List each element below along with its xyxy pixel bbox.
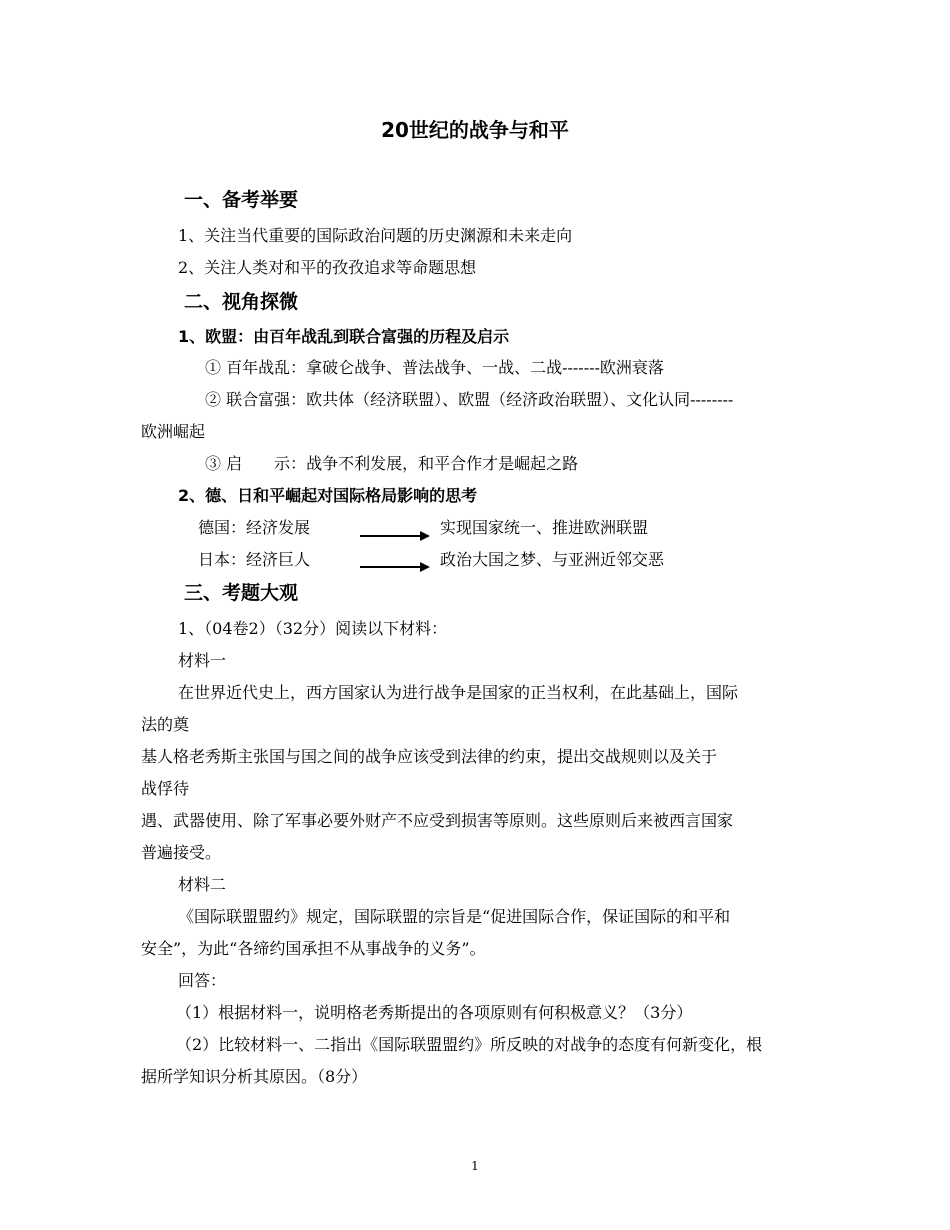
eu-item-3: ③ 启 示：战争不利发展，和平合作才是崛起之路 <box>205 454 579 473</box>
subsection-heading-germany-japan: 2、德、日和平崛起对国际格局影响的思考 <box>178 486 478 505</box>
eu-item-1: ① 百年战乱：拿破仑战争、普法战争、一战、二战-------欧洲衰落 <box>205 358 664 377</box>
section-heading-1: 一、备考举要 <box>184 189 299 211</box>
question-1-intro: 1、（04卷2）（32分）阅读以下材料： <box>178 619 448 638</box>
material-1-line: 战俘待 <box>141 779 190 798</box>
eu-item-2-line-2: 欧洲崛起 <box>141 422 206 441</box>
japan-result: 政治大国之梦、与亚洲近邻交恶 <box>440 550 665 569</box>
material-1-line: 在世界近代史上，西方国家认为进行战争是国家的正当权利，在此基础上，国际 <box>178 683 739 702</box>
material-2-line: 安全”，为此“各缔约国承担不从事战争的义务”。 <box>141 939 486 958</box>
right-arrow-icon <box>360 531 430 541</box>
section-heading-2: 二、视角探微 <box>184 291 299 313</box>
sec1-item-2: 2、关注人类对和平的孜孜追求等命题思想 <box>178 258 477 277</box>
subsection-heading-eu: 1、欧盟：由百年战乱到联合富强的历程及启示 <box>178 327 510 346</box>
material-2-line: 《国际联盟盟约》规定，国际联盟的宗旨是“促进国际合作，保证国际的和平和 <box>178 907 731 926</box>
section-heading-3: 三、考题大观 <box>184 582 299 604</box>
material-1-line: 普遍接受。 <box>141 843 222 862</box>
germany-result: 实现国家统一、推进欧洲联盟 <box>440 518 649 537</box>
material-1-line: 遇、武器使用、除了军事必要外财产不应受到损害等原则。这些原则后来被西言国家 <box>141 811 734 830</box>
sec1-item-1: 1、关注当代重要的国际政治问题的历史渊源和未来走向 <box>178 226 573 245</box>
germany-label: 德国：经济发展 <box>198 518 311 537</box>
eu-item-2-line-1: ② 联合富强：欧共体（经济联盟）、欧盟（经济政治联盟）、文化认同-------- <box>205 390 734 409</box>
material-1-line: 基人格老秀斯主张国与国之间的战争应该受到法律的约束，提出交战规则以及关于 <box>141 747 718 766</box>
answer-label: 回答： <box>178 971 227 990</box>
question-part-1: （1）根据材料一，说明格老秀斯提出的各项原则有何积极意义？（3分） <box>176 1003 693 1022</box>
right-arrow-icon <box>360 562 430 572</box>
question-part-2-line-1: （2）比较材料一、二指出《国际联盟盟约》所反映的对战争的态度有何新变化，根 <box>176 1035 763 1054</box>
question-part-2-line-2: 据所学知识分析其原因。（8分） <box>141 1067 368 1086</box>
japan-label: 日本：经济巨人 <box>198 550 311 569</box>
material-1-label: 材料一 <box>178 651 227 670</box>
page-title: 20世纪的战争与和平 <box>381 118 569 142</box>
material-1-line: 法的奠 <box>141 715 190 734</box>
material-2-label: 材料二 <box>178 875 227 894</box>
page-number: 1 <box>471 1159 479 1173</box>
